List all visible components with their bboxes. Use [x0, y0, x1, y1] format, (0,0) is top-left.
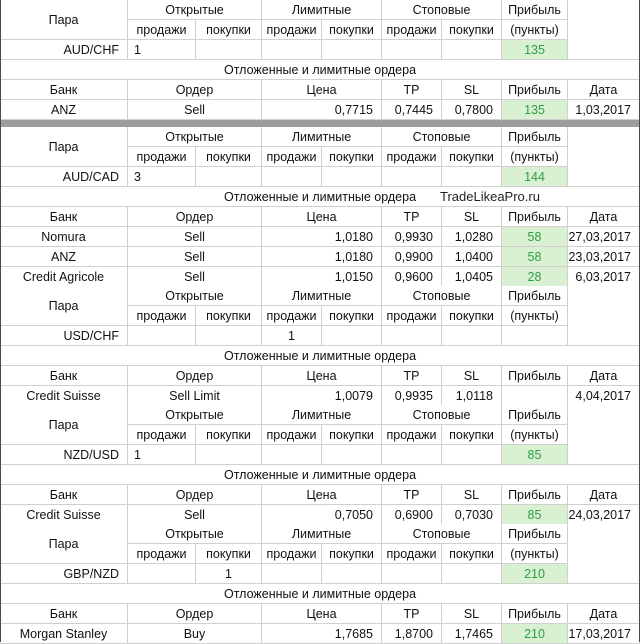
stop-buy-cell[interactable]: [442, 564, 502, 584]
limit-sell-cell[interactable]: 1: [262, 326, 322, 346]
price-header[interactable]: Цена: [262, 366, 382, 386]
order-cell[interactable]: Sell: [128, 267, 262, 287]
limit-sell-header[interactable]: продажи: [262, 544, 322, 564]
order-cell[interactable]: Sell: [128, 227, 262, 247]
stop-sell-header[interactable]: продажи: [382, 306, 442, 326]
profit-header[interactable]: Прибыль: [502, 485, 568, 505]
date-header[interactable]: Дата: [568, 604, 640, 624]
order-header[interactable]: Ордер: [128, 604, 262, 624]
open-header[interactable]: Открытые: [128, 524, 262, 544]
sl-cell[interactable]: 1,0118: [442, 386, 502, 406]
tp-header[interactable]: TP: [382, 207, 442, 227]
pair-header[interactable]: Пара: [0, 405, 128, 445]
empty-cell[interactable]: [568, 405, 640, 465]
open-buy-header[interactable]: покупки: [196, 306, 262, 326]
order-profit-cell[interactable]: 85: [502, 505, 568, 525]
order-profit-cell[interactable]: 58: [502, 247, 568, 267]
stop-buy-header[interactable]: покупки: [442, 306, 502, 326]
tp-header[interactable]: TP: [382, 80, 442, 100]
tp-cell[interactable]: 0,6900: [382, 505, 442, 525]
price-header[interactable]: Цена: [262, 80, 382, 100]
order-profit-cell[interactable]: 28: [502, 267, 568, 287]
pair-header[interactable]: Пара: [0, 286, 128, 326]
bank-cell[interactable]: Nomura: [0, 227, 128, 247]
watermark-text: TradeLikeaPro.ru: [440, 188, 540, 204]
open-sell-cell[interactable]: [128, 564, 196, 584]
profit-header[interactable]: Прибыль: [502, 80, 568, 100]
date-cell[interactable]: 1,03,2017: [568, 100, 640, 120]
stop-header[interactable]: Стоповые: [382, 0, 502, 20]
order-header[interactable]: Ордер: [128, 485, 262, 505]
price-header[interactable]: Цена: [262, 207, 382, 227]
stop-sell-header[interactable]: продажи: [382, 147, 442, 167]
limit-sell-header[interactable]: продажи: [262, 147, 322, 167]
open-buy-cell[interactable]: [196, 445, 262, 465]
profit-header[interactable]: Прибыль: [502, 604, 568, 624]
date-cell[interactable]: 24,03,2017: [568, 505, 640, 525]
bank-header[interactable]: Банк: [0, 80, 128, 100]
tp-cell[interactable]: 0,9930: [382, 227, 442, 247]
order-cell[interactable]: Sell: [128, 505, 262, 525]
limit-buy-header[interactable]: покупки: [322, 425, 382, 445]
open-buy-header[interactable]: покупки: [196, 544, 262, 564]
sl-header[interactable]: SL: [442, 207, 502, 227]
profit-cell[interactable]: 85: [502, 445, 568, 465]
tp-cell[interactable]: 0,9935: [382, 386, 442, 406]
price-header[interactable]: Цена: [262, 604, 382, 624]
open-buy-header[interactable]: покупки: [196, 425, 262, 445]
open-header[interactable]: Открытые: [128, 0, 262, 20]
sl-header[interactable]: SL: [442, 366, 502, 386]
limit-header[interactable]: Лимитные: [262, 286, 382, 306]
open-sell-header[interactable]: продажи: [128, 425, 196, 445]
stop-buy-cell[interactable]: [442, 40, 502, 60]
stop-header[interactable]: Стоповые: [382, 286, 502, 306]
pending-orders-title: Отложенные и лимитные ордера: [0, 187, 640, 207]
limit-buy-header[interactable]: покупки: [322, 147, 382, 167]
sl-cell[interactable]: 0,7030: [442, 505, 502, 525]
stop-buy-cell[interactable]: [442, 167, 502, 187]
open-sell-cell[interactable]: 1: [128, 445, 196, 465]
price-cell[interactable]: 1,0150: [262, 267, 382, 287]
stop-buy-header[interactable]: покупки: [442, 147, 502, 167]
sl-cell[interactable]: 1,0400: [442, 247, 502, 267]
stop-sell-header[interactable]: продажи: [382, 20, 442, 40]
sl-header[interactable]: SL: [442, 485, 502, 505]
date-cell[interactable]: 6,03,2017: [568, 267, 640, 287]
profit-header[interactable]: Прибыль: [502, 127, 568, 147]
open-buy-header[interactable]: покупки: [196, 147, 262, 167]
sl-cell[interactable]: 1,7465: [442, 624, 502, 644]
limit-header[interactable]: Лимитные: [262, 127, 382, 147]
points-header[interactable]: (пункты): [502, 147, 568, 167]
order-cell[interactable]: Buy: [128, 624, 262, 644]
open-sell-header[interactable]: продажи: [128, 306, 196, 326]
order-profit-cell[interactable]: 58: [502, 227, 568, 247]
open-buy-cell[interactable]: [196, 167, 262, 187]
profit-header[interactable]: Прибыль: [502, 207, 568, 227]
sl-header[interactable]: SL: [442, 604, 502, 624]
price-cell[interactable]: 1,0180: [262, 227, 382, 247]
limit-buy-cell[interactable]: [322, 40, 382, 60]
stop-buy-header[interactable]: покупки: [442, 425, 502, 445]
stop-sell-cell[interactable]: [382, 326, 442, 346]
bank-cell[interactable]: Credit Agricole: [0, 267, 128, 287]
tp-cell[interactable]: 0,9600: [382, 267, 442, 287]
date-cell[interactable]: 4,04,2017: [568, 386, 640, 406]
limit-sell-cell[interactable]: [262, 167, 322, 187]
pending-orders-title: Отложенные и лимитные ордера: [0, 465, 640, 485]
limit-buy-cell[interactable]: [322, 167, 382, 187]
bank-header[interactable]: Банк: [0, 366, 128, 386]
limit-sell-cell[interactable]: [262, 40, 322, 60]
points-header[interactable]: (пункты): [502, 544, 568, 564]
sl-cell[interactable]: 0,7800: [442, 100, 502, 120]
price-cell[interactable]: 0,7050: [262, 505, 382, 525]
open-sell-header[interactable]: продажи: [128, 147, 196, 167]
profit-header[interactable]: Прибыль: [502, 0, 568, 20]
order-cell[interactable]: Sell: [128, 247, 262, 267]
open-header[interactable]: Открытые: [128, 127, 262, 147]
limit-sell-header[interactable]: продажи: [262, 306, 322, 326]
points-header[interactable]: (пункты): [502, 306, 568, 326]
tp-header[interactable]: TP: [382, 485, 442, 505]
limit-sell-header[interactable]: продажи: [262, 20, 322, 40]
date-header[interactable]: Дата: [568, 366, 640, 386]
empty-cell[interactable]: [568, 286, 640, 346]
open-header[interactable]: Открытые: [128, 286, 262, 306]
bank-header[interactable]: Банк: [0, 485, 128, 505]
limit-buy-cell[interactable]: [322, 326, 382, 346]
pending-orders-title: Отложенные и лимитные ордера: [0, 584, 640, 604]
pair-header[interactable]: Пара: [0, 127, 128, 167]
stop-buy-cell[interactable]: [442, 326, 502, 346]
order-profit-cell[interactable]: 210: [502, 624, 568, 644]
order-header[interactable]: Ордер: [128, 80, 262, 100]
profit-header[interactable]: Прибыль: [502, 286, 568, 306]
order-header[interactable]: Ордер: [128, 366, 262, 386]
open-buy-header[interactable]: покупки: [196, 20, 262, 40]
bank-cell[interactable]: Morgan Stanley: [0, 624, 128, 644]
open-sell-cell[interactable]: 1: [128, 40, 196, 60]
bank-cell[interactable]: Credit Suisse: [0, 505, 128, 525]
profit-header[interactable]: Прибыль: [502, 405, 568, 425]
open-buy-cell[interactable]: [196, 326, 262, 346]
bank-cell[interactable]: ANZ: [0, 247, 128, 267]
open-sell-header[interactable]: продажи: [128, 544, 196, 564]
sl-header[interactable]: SL: [442, 80, 502, 100]
limit-header[interactable]: Лимитные: [262, 405, 382, 425]
stop-buy-header[interactable]: покупки: [442, 544, 502, 564]
limit-buy-header[interactable]: покупки: [322, 306, 382, 326]
empty-cell[interactable]: [568, 524, 640, 584]
tp-header[interactable]: TP: [382, 366, 442, 386]
bank-header[interactable]: Банк: [0, 604, 128, 624]
date-header[interactable]: Дата: [568, 80, 640, 100]
bank-cell[interactable]: ANZ: [0, 100, 128, 120]
profit-header[interactable]: Прибыль: [502, 366, 568, 386]
pair-header[interactable]: Пара: [0, 0, 128, 40]
order-cell[interactable]: Sell Limit: [128, 386, 262, 406]
price-cell[interactable]: 0,7715: [262, 100, 382, 120]
limit-buy-header[interactable]: покупки: [322, 544, 382, 564]
order-profit-cell[interactable]: [502, 386, 568, 406]
open-sell-header[interactable]: продажи: [128, 20, 196, 40]
open-header[interactable]: Открытые: [128, 405, 262, 425]
pending-orders-title: Отложенные и лимитные ордера: [0, 60, 640, 80]
profit-cell[interactable]: [502, 326, 568, 346]
limit-sell-cell[interactable]: [262, 445, 322, 465]
sl-cell[interactable]: 1,0280: [442, 227, 502, 247]
date-header[interactable]: Дата: [568, 207, 640, 227]
stop-sell-header[interactable]: продажи: [382, 425, 442, 445]
pair-cell[interactable]: NZD/USD: [0, 445, 128, 465]
stop-sell-header[interactable]: продажи: [382, 544, 442, 564]
stop-header[interactable]: Стоповые: [382, 405, 502, 425]
points-header[interactable]: (пункты): [502, 20, 568, 40]
profit-cell[interactable]: 144: [502, 167, 568, 187]
limit-buy-cell[interactable]: [322, 564, 382, 584]
profit-header[interactable]: Прибыль: [502, 524, 568, 544]
order-profit-cell[interactable]: 135: [502, 100, 568, 120]
block-separator: [0, 119, 640, 127]
open-buy-cell[interactable]: 1: [196, 564, 262, 584]
stop-buy-cell[interactable]: [442, 445, 502, 465]
sl-cell[interactable]: 1,0405: [442, 267, 502, 287]
order-header[interactable]: Ордер: [128, 207, 262, 227]
pair-cell[interactable]: USD/CHF: [0, 326, 128, 346]
pending-orders-title: Отложенные и лимитные ордера: [0, 346, 640, 366]
pair-cell[interactable]: AUD/CAD: [0, 167, 128, 187]
profit-cell[interactable]: 135: [502, 40, 568, 60]
empty-cell[interactable]: [568, 0, 640, 60]
stop-header[interactable]: Стоповые: [382, 524, 502, 544]
bank-cell[interactable]: Credit Suisse: [0, 386, 128, 406]
stop-sell-cell[interactable]: [382, 564, 442, 584]
open-sell-cell[interactable]: [128, 326, 196, 346]
price-header[interactable]: Цена: [262, 485, 382, 505]
limit-header[interactable]: Лимитные: [262, 0, 382, 20]
pair-cell[interactable]: GBP/NZD: [0, 564, 128, 584]
price-cell[interactable]: 1,0180: [262, 247, 382, 267]
date-header[interactable]: Дата: [568, 485, 640, 505]
stop-header[interactable]: Стоповые: [382, 127, 502, 147]
limit-buy-cell[interactable]: [322, 445, 382, 465]
tp-header[interactable]: TP: [382, 604, 442, 624]
tp-cell[interactable]: 1,8700: [382, 624, 442, 644]
date-cell[interactable]: 17,03,2017: [568, 624, 640, 644]
price-cell[interactable]: 1,7685: [262, 624, 382, 644]
limit-sell-cell[interactable]: [262, 564, 322, 584]
stop-sell-cell[interactable]: [382, 445, 442, 465]
bank-header[interactable]: Банк: [0, 207, 128, 227]
limit-buy-header[interactable]: покупки: [322, 20, 382, 40]
pair-cell[interactable]: AUD/CHF: [0, 40, 128, 60]
sheet-edge: [0, 0, 1, 642]
stop-sell-cell[interactable]: [382, 167, 442, 187]
empty-cell[interactable]: [568, 127, 640, 187]
points-header[interactable]: (пункты): [502, 425, 568, 445]
date-cell[interactable]: 23,03,2017: [568, 247, 640, 267]
open-sell-cell[interactable]: 3: [128, 167, 196, 187]
price-cell[interactable]: 1,0079: [262, 386, 382, 406]
profit-cell[interactable]: 210: [502, 564, 568, 584]
order-cell[interactable]: Sell: [128, 100, 262, 120]
limit-header[interactable]: Лимитные: [262, 524, 382, 544]
stop-buy-header[interactable]: покупки: [442, 20, 502, 40]
pair-header[interactable]: Пара: [0, 524, 128, 564]
open-buy-cell[interactable]: [196, 40, 262, 60]
tp-cell[interactable]: 0,9900: [382, 247, 442, 267]
tp-cell[interactable]: 0,7445: [382, 100, 442, 120]
limit-sell-header[interactable]: продажи: [262, 425, 322, 445]
stop-sell-cell[interactable]: [382, 40, 442, 60]
date-cell[interactable]: 27,03,2017: [568, 227, 640, 247]
